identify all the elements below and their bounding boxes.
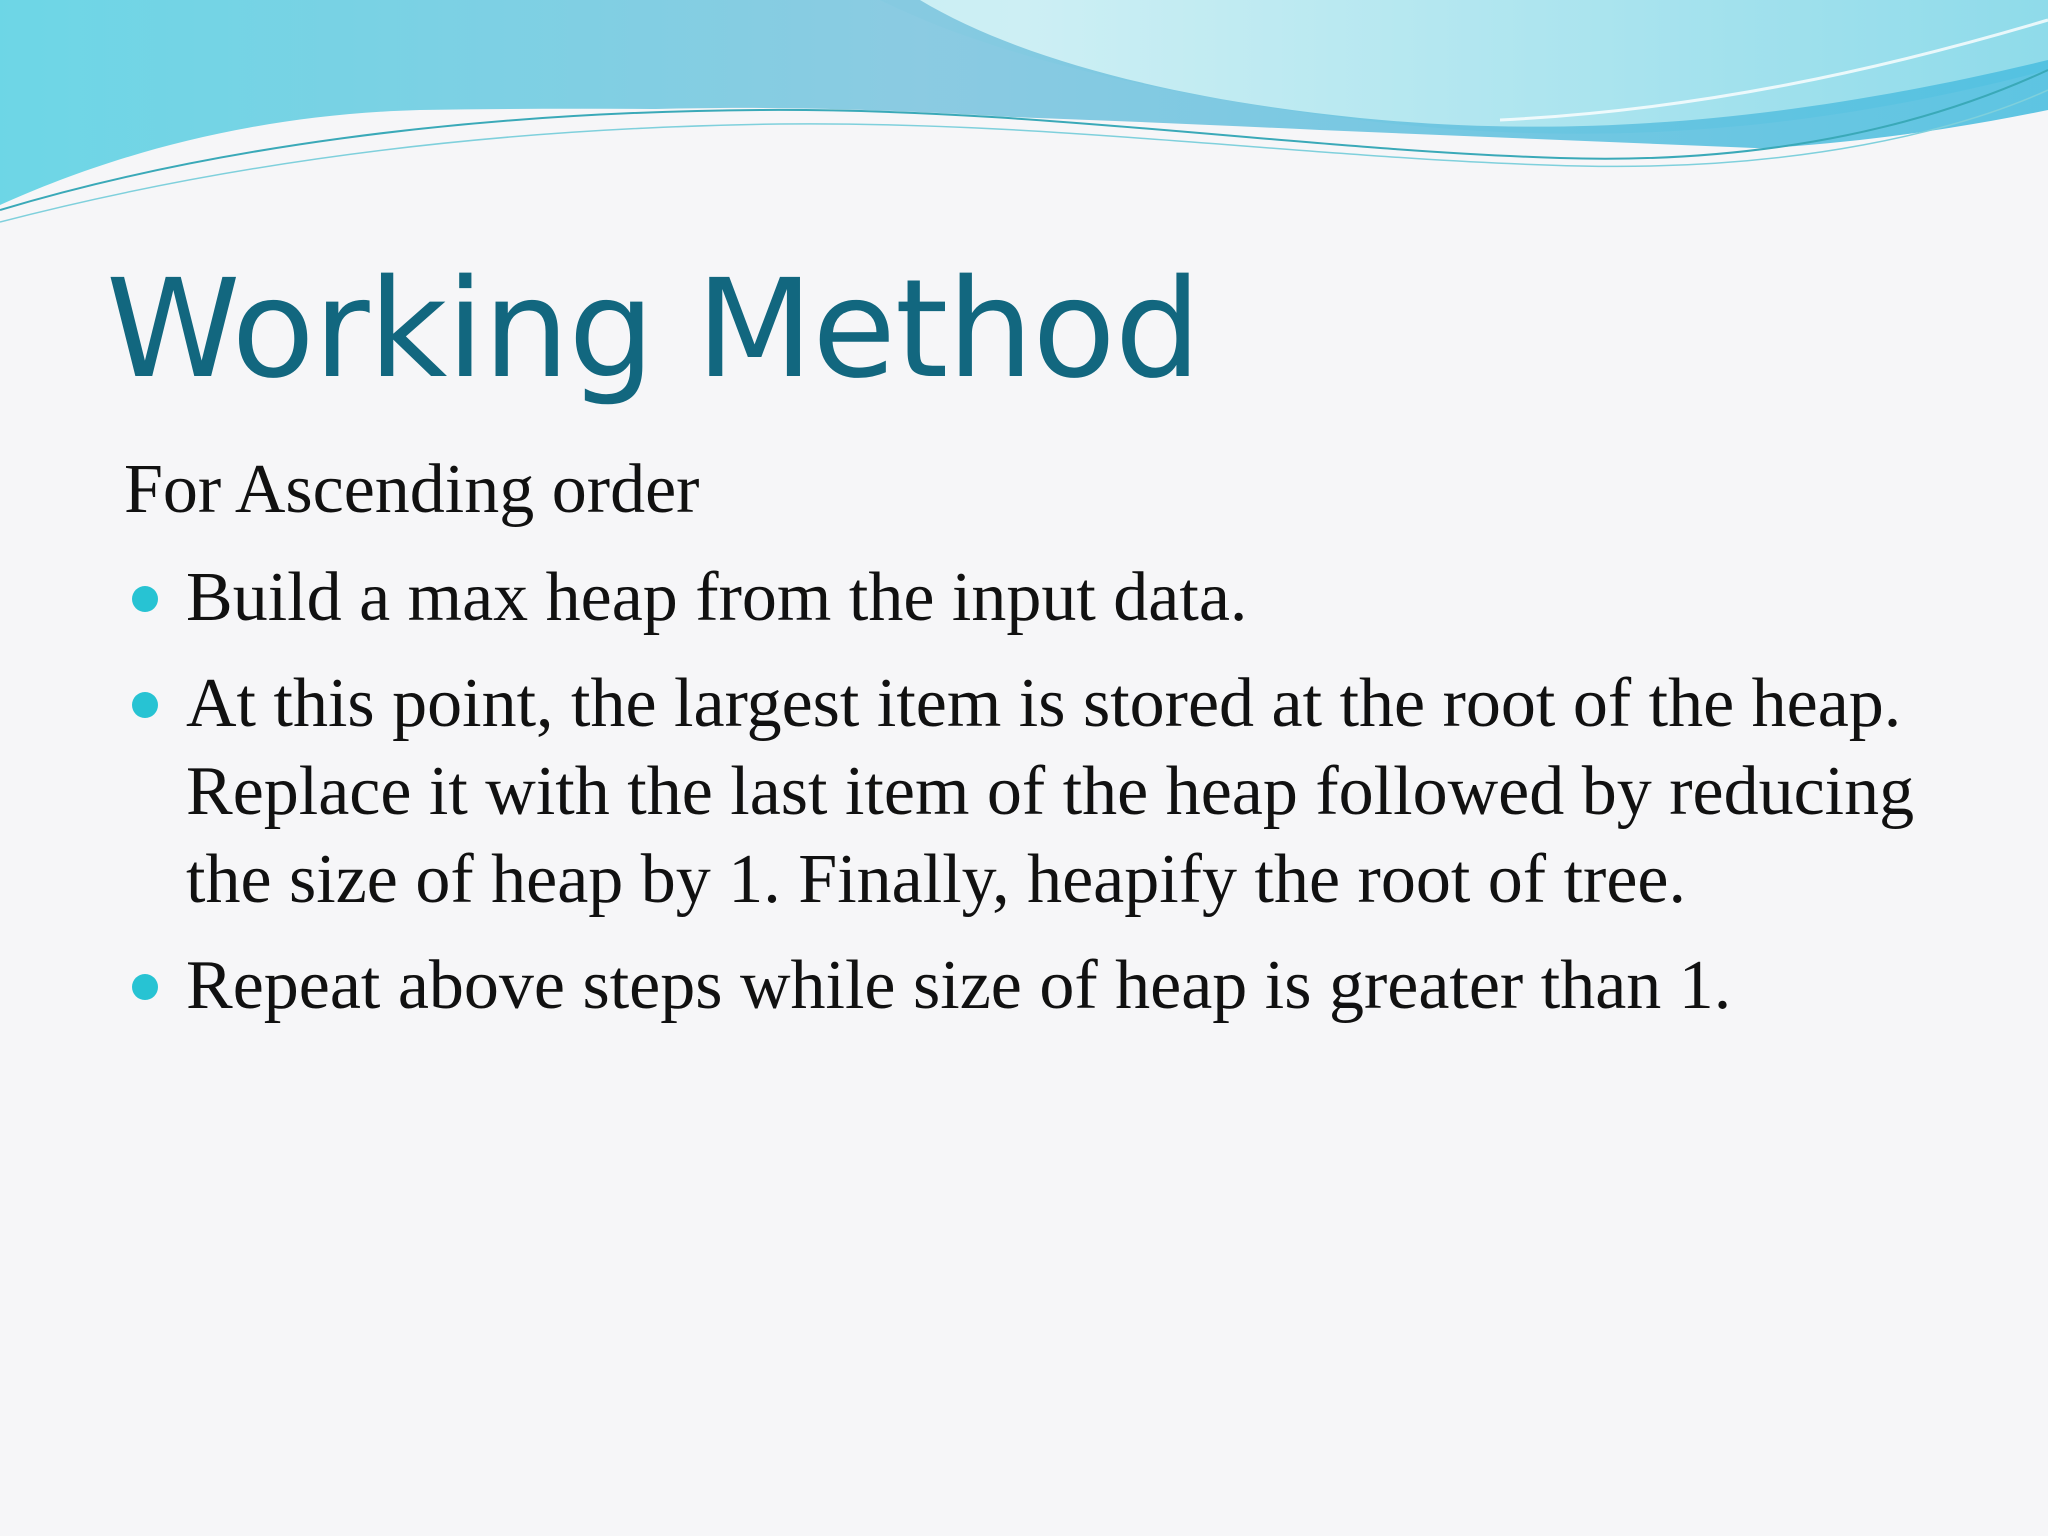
bullet-dot-icon — [132, 586, 158, 612]
bullet-text: At this point, the largest item is stored at the root of the heap. Replace it with the last item of the heap followed by reducing the size of heap by 1. Finally, heapify the root of tree. — [186, 665, 1915, 918]
bullet-dot-icon — [132, 692, 158, 718]
bullet-dot-icon — [132, 974, 158, 1000]
decorative-wave-header — [0, 0, 2048, 240]
bullet-item — [124, 660, 1984, 924]
bullet-item — [124, 942, 1984, 1030]
slide-subheading: For Ascending order — [124, 451, 700, 528]
bullet-list — [124, 554, 1984, 1048]
bullet-item — [124, 554, 1984, 642]
slide-title: Working Method — [106, 251, 1200, 409]
bullet-text: Repeat above steps while size of heap is greater than 1. — [186, 947, 1732, 1024]
bullet-text: Build a max heap from the input data. — [186, 559, 1248, 636]
